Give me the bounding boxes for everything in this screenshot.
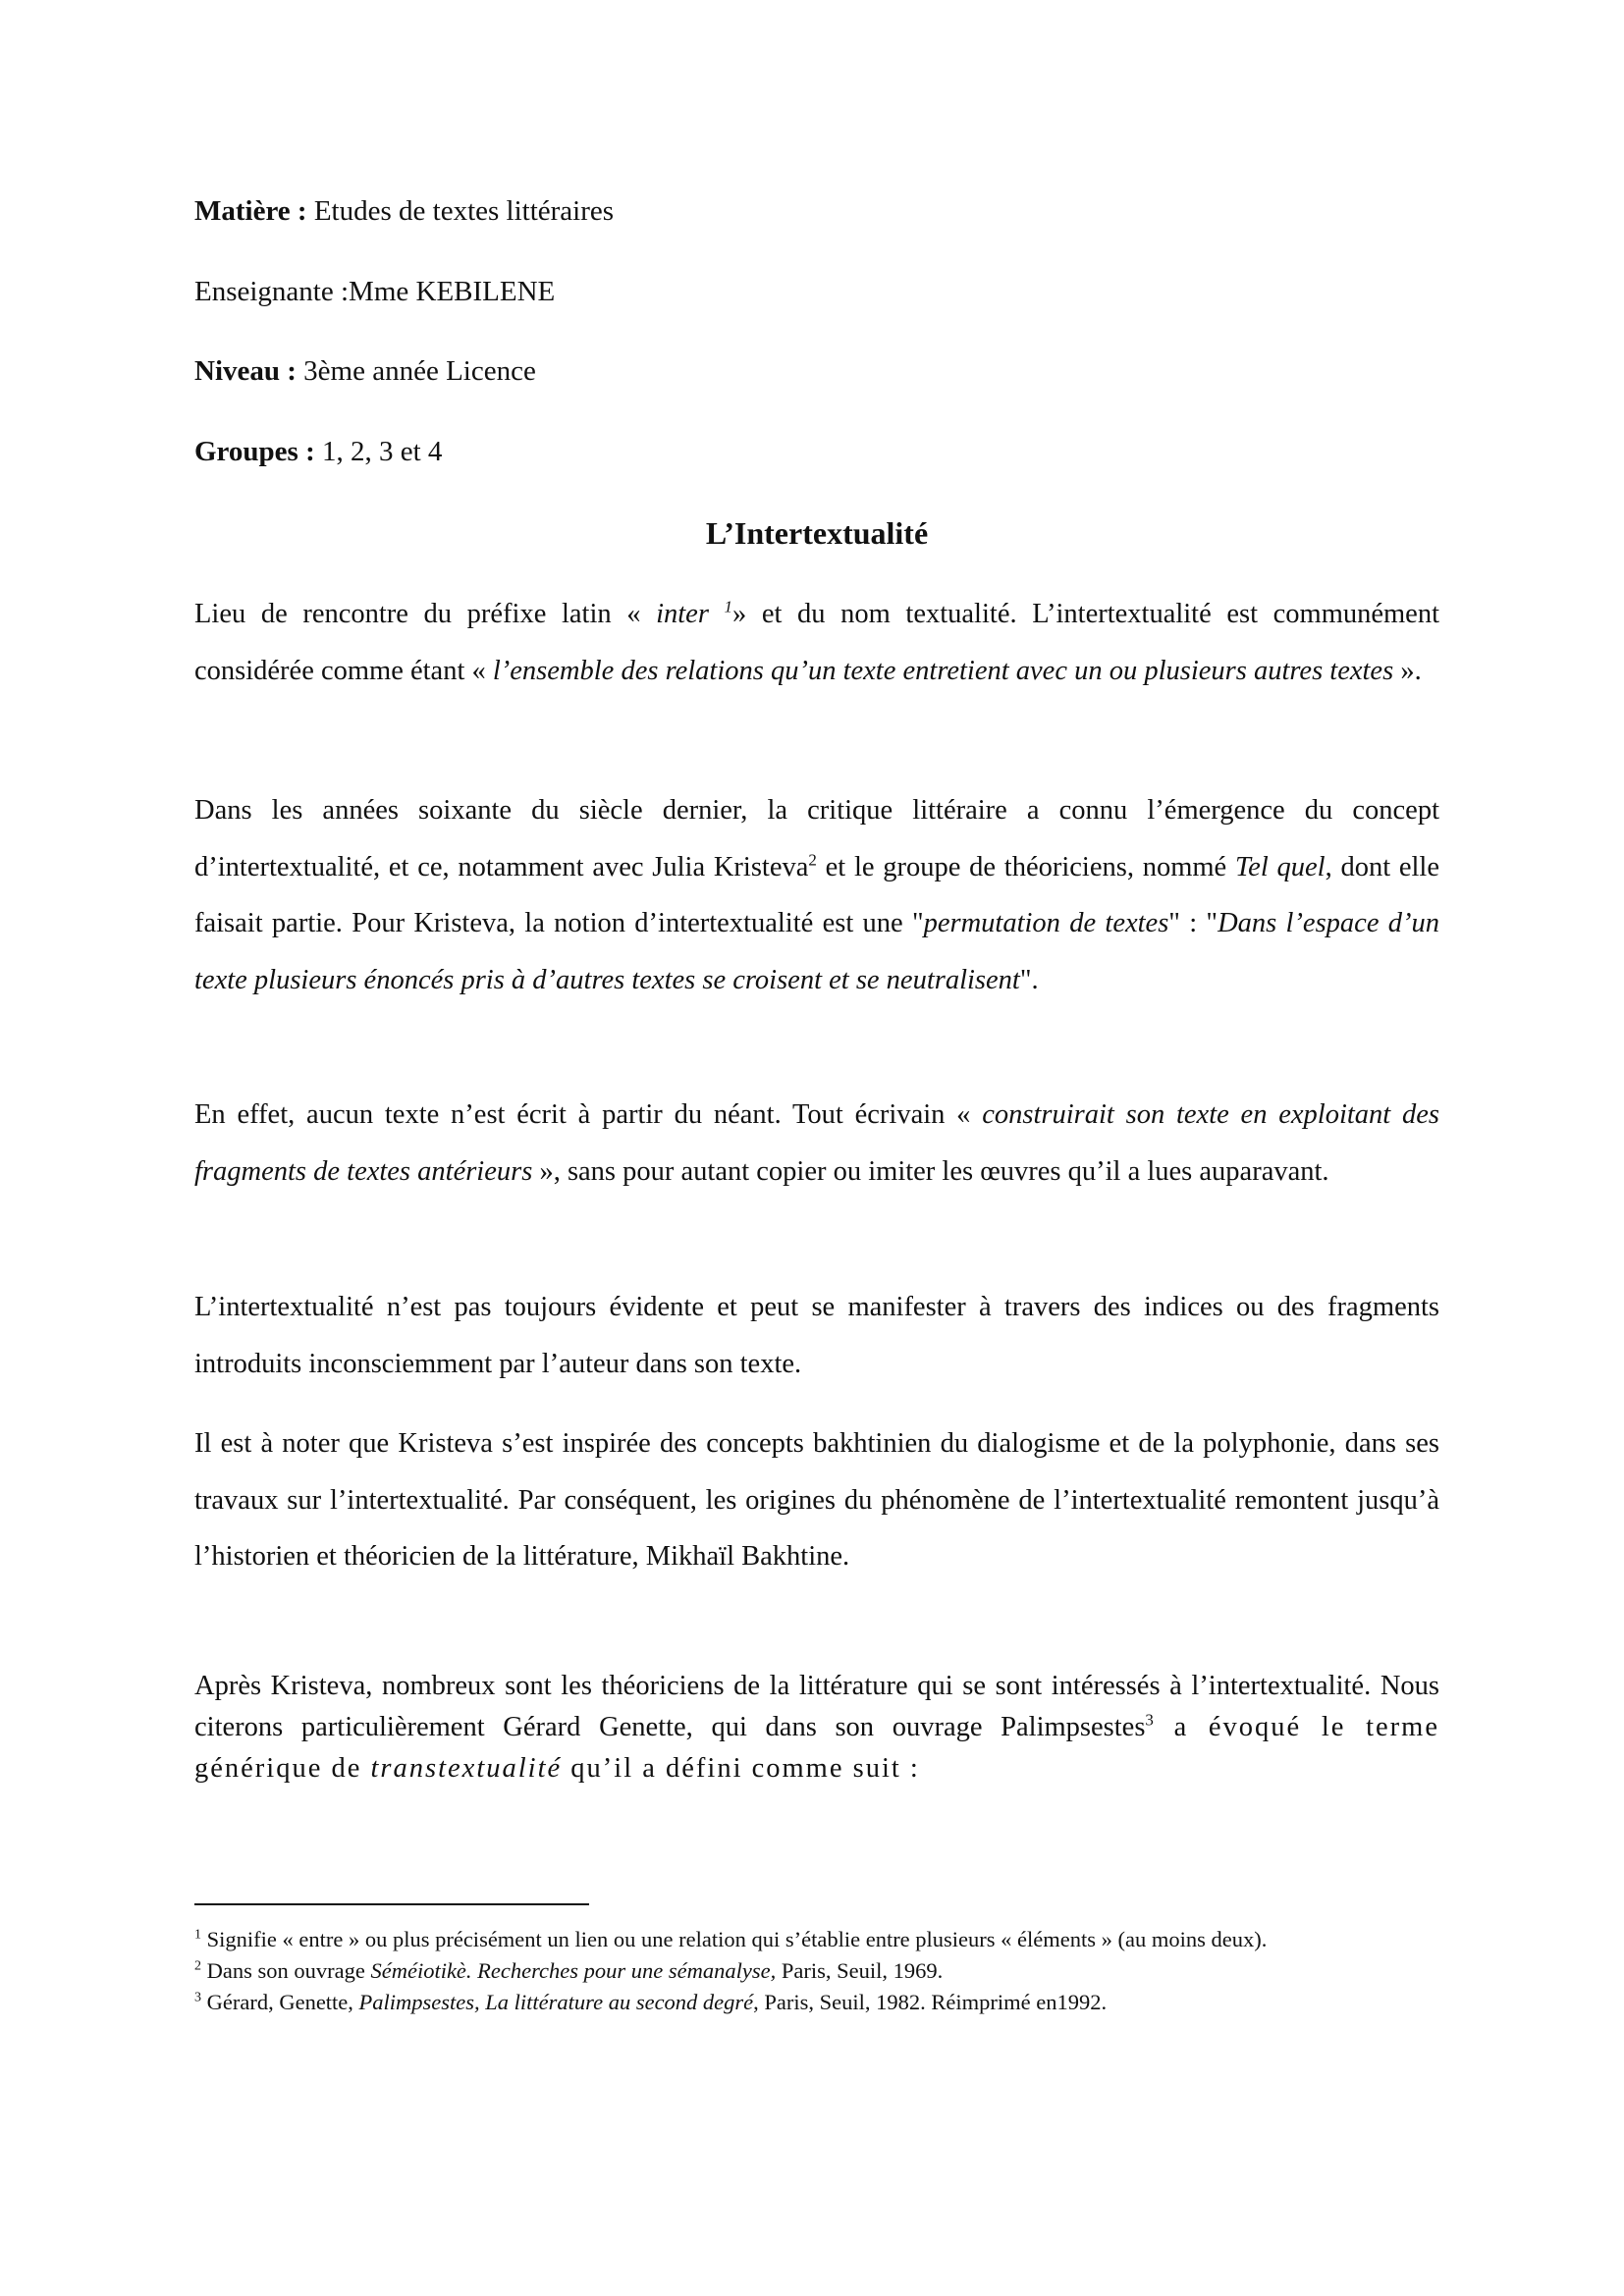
footnote-ref-2[interactable]: 2 [808,850,817,869]
level-line [194,354,536,388]
footnote-text: , Paris, Seuil, 1982. Réimprimé en1992. [753,1990,1108,2014]
text: Lieu de rencontre du préfixe latin « [194,599,657,629]
subject-line [194,194,614,228]
footnote-italic: Palimpsestes, La littérature au second degré [358,1990,754,2014]
footnote-number: 1 [194,1927,201,1943]
italic-text: permutation de textes [923,908,1169,938]
italic-quote: Dans l’espace d’un texte plusieurs énoncés pris à d’autres textes se croisent et se neutralisent [194,908,1440,995]
footnote-text: Signifie « entre » ou plus précisément un lien ou une relation qui s’établie entre plusieurs « éléments » (au moins deux). [201,1927,1268,1951]
italic-quote: construirait son texte en exploitant des fragments de textes antérieurs [194,1099,1439,1187]
footnote-number: 3 [194,1990,201,2005]
footnote-ref-1[interactable]: 1 [724,597,733,616]
groups-label: Groupes : [194,436,315,467]
footnote-number: 2 [194,1958,201,1974]
text: » et du nom textualité. L’intertextualité est communément considérée comme étant « [194,599,1439,686]
footnote-text: Paris, Seuil, 1969. [776,1958,944,1983]
footnote-1 [194,1924,1439,1955]
text: », sans pour autant copier ou imiter les œuvres qu’il a lues auparavant. [532,1155,1329,1187]
text: Dans les années soixante du siècle dernier, la critique littéraire a connu l’émergence du concept d’intertextualité, et ce, notamment avec Julia Kristeva [194,795,1439,882]
paragraph-5: Il est à noter que Kristeva s’est inspirée des concepts bakhtinien du dialogisme et de la polyphonie, dans ses travaux sur l’intertextualité. Par conséquent, les origines du phénomène de l’intertextualité remontent jusqu’à l’historien et théoricien de la littérature, Mikhaïl Bakhtine. [194,1428,1439,1572]
footnote-3 [194,1987,1439,2018]
text: , dont elle faisait partie. Pour Kristeva, la notion d’intertextualité est une " [194,851,1439,938]
paragraph-6 [194,1666,1439,1789]
paragraph-4: L’intertextualité n’est pas toujours évidente et peut se manifester à travers des indices ou des fragments introduits inconsciemment par l’auteur dans son texte. [194,1292,1439,1379]
text: En effet, aucun texte n’est écrit à partir du néant. Tout écrivain « [194,1099,983,1130]
italic-text: inter [656,599,725,629]
footnote-ref-3[interactable]: 3 [1145,1710,1154,1730]
text: Après Kristeva, nombreux sont les théoriciens de la littérature qui se sont intéressés à l’intertextualité. Nous citerons particulièrement Gérard Genette, qui dans son ouvrage Palimpsestes [194,1671,1439,1742]
text: a évoqué le terme générique de [194,1712,1439,1784]
subject-label: Matière : [194,195,307,227]
footnote-text: Dans son ouvrage [201,1958,371,1983]
groups-line [194,435,442,468]
subject-value: Etudes de textes littéraires [306,195,615,227]
footnote-italic: Séméiotikè. Recherches pour une sémanalyse, [370,1958,777,1983]
paragraph-2 [194,782,1439,1008]
paragraph-1 [194,586,1439,699]
level-value: 3ème année Licence [296,355,536,387]
text: ». [1393,655,1422,686]
text: et le groupe de théoriciens, nommé [816,851,1235,882]
text: ". [1019,964,1039,995]
teacher-line: Enseignante :Mme KEBILENE [194,276,556,307]
paragraph-3 [194,1087,1439,1200]
level-label: Niveau : [194,355,297,387]
footnote-text: Gérard, Genette, [201,1990,359,2014]
page-title: L’Intertextualité [705,515,929,551]
groups-value: 1, 2, 3 et 4 [314,436,443,467]
footnote-separator [194,1903,589,1905]
italic-text: Tel quel [1234,851,1326,882]
footnotes [194,1924,1439,2018]
italic-text: transtextualité [370,1753,563,1784]
footnote-2 [194,1955,1439,1987]
italic-quote: l’ensemble des relations qu’un texte entretient avec un ou plusieurs autres textes [492,655,1394,686]
text: qu’il a défini comme suit : [562,1753,920,1784]
text: " : " [1168,908,1218,938]
